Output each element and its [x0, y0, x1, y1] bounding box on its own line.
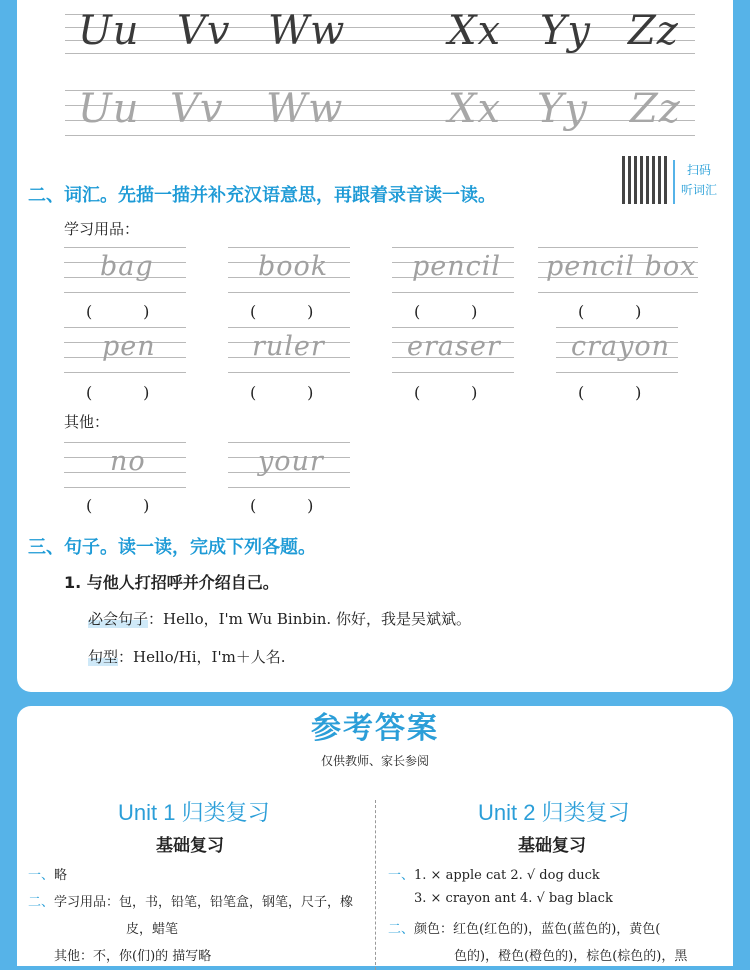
pattern-label: 句型: [88, 648, 119, 666]
answer-blank[interactable]: ( ): [86, 496, 150, 515]
group2-label: 其他：: [64, 413, 110, 431]
word-no: no: [110, 446, 146, 477]
unit2-heading: Unit 2 归类复习: [478, 800, 630, 825]
right-answer-3-num: 二、: [388, 922, 415, 937]
letter-zz-trace: Zz: [630, 86, 681, 132]
right-answer-1: [388, 864, 600, 883]
letter-vv-trace: Vv: [170, 86, 224, 132]
column-divider: [375, 800, 376, 970]
right-answer-1-num: 一、: [388, 868, 415, 883]
must-know-label: 必会句子: [88, 610, 149, 628]
letter-zz-traced: Zz: [628, 8, 679, 54]
left-answer-2-num: 二、: [28, 895, 55, 910]
letter-yy-traced: Yy: [540, 8, 592, 54]
letter-uu-trace: Uu: [78, 86, 140, 132]
unit1-heading: Unit 1 归类复习: [118, 800, 270, 825]
qr-code-icon[interactable]: [622, 156, 670, 204]
answers-title: 参考答案: [311, 711, 439, 746]
word-pen: pen: [102, 331, 156, 362]
alphabet-lines-1: [65, 14, 695, 54]
qr-label-line2: 听词汇: [680, 183, 717, 197]
letter-ww-trace: Ww: [266, 86, 344, 132]
unit1-basic-heading: 基础复习: [156, 836, 224, 856]
word-book: book: [258, 251, 329, 282]
left-answer-2b: 皮，蜡笔: [126, 922, 179, 937]
answer-blank[interactable]: ( ): [414, 302, 478, 321]
group1-label: 学习用品：: [64, 220, 140, 238]
left-answer-3: 其他：不，你(们)的 描写略: [54, 949, 212, 964]
qr-label: [673, 160, 723, 204]
answer-blank[interactable]: ( ): [250, 302, 314, 321]
word-eraser: eraser: [407, 331, 501, 362]
answers-subtitle: 仅供教师、家长参阅: [320, 754, 429, 768]
word-ruler: ruler: [252, 331, 325, 362]
answer-blank[interactable]: ( ): [414, 383, 478, 402]
right-answer-4: 色的)，橙色(橙色的)，棕色(棕色的)，黑: [454, 949, 688, 964]
letter-xx-trace: Xx: [448, 86, 502, 132]
answer-blank[interactable]: ( ): [86, 302, 150, 321]
left-answer-1: [28, 864, 67, 883]
sentences-heading: 三、句子。读一读，完成下列各题。: [28, 537, 316, 558]
right-answer-1-text: 1. × apple cat 2. √ dog duck: [414, 868, 600, 883]
answer-blank[interactable]: ( ): [250, 383, 314, 402]
alphabet-lines-2: [65, 90, 695, 140]
left-answer-1-text: 略: [54, 868, 68, 883]
must-know-sentence: [88, 608, 471, 629]
word-pencil: pencil: [412, 251, 502, 282]
vocab-heading: 二、词汇。先描一描并补充汉语意思，再跟着录音读一读。: [28, 185, 496, 206]
right-answer-3-text: 颜色：红色(红色的)，蓝色(蓝色的)，黄色(: [414, 922, 661, 937]
right-answer-2: 3. × crayon ant 4. √ bag black: [414, 891, 613, 906]
word-bag: bag: [100, 251, 154, 282]
pattern-text: ：Hello/Hi，I'm＋人名.: [118, 648, 286, 666]
must-know-text: ：Hello，I'm Wu Binbin. 你好，我是吴斌斌。: [148, 610, 471, 628]
left-answer-2-text: 学习用品：包，书，铅笔，铅笔盒，钢笔，尺子，橡: [54, 895, 354, 910]
unit2-basic-heading: 基础复习: [518, 836, 586, 856]
answer-blank[interactable]: ( ): [250, 496, 314, 515]
answer-blank[interactable]: ( ): [578, 302, 642, 321]
qr-label-line1: 扫码: [686, 163, 711, 177]
letter-yy-trace: Yy: [537, 86, 589, 132]
word-your: your: [258, 446, 324, 477]
letter-uu-traced: Uu: [78, 8, 140, 54]
answer-blank[interactable]: ( ): [578, 383, 642, 402]
word-pencil-box: pencil box: [546, 251, 697, 282]
letter-ww-traced: Ww: [268, 8, 346, 54]
left-answer-2: [28, 891, 353, 910]
word-crayon: crayon: [571, 331, 671, 362]
answer-blank[interactable]: ( ): [86, 383, 150, 402]
sentence-pattern: [88, 646, 286, 667]
left-answer-1-num: 一、: [28, 868, 55, 883]
letter-vv-traced: Vv: [177, 8, 231, 54]
right-answer-3: [388, 918, 660, 937]
sentence-item-1: 1. 与他人打招呼并介绍自己。: [64, 573, 279, 592]
letter-xx-traced: Xx: [448, 8, 502, 54]
